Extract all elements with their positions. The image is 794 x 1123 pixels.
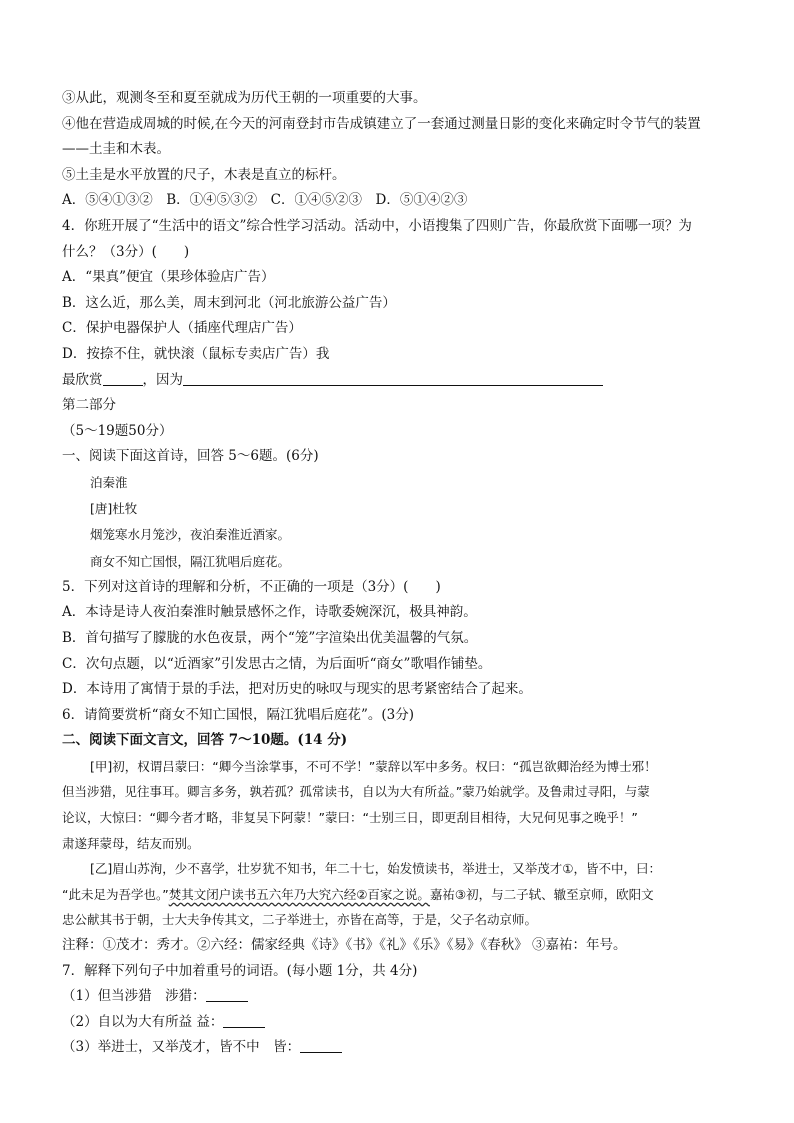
q3-options: A．⑤④①③② B．①④⑤③② C．①④⑤②③ D．⑤①④②③ bbox=[62, 192, 468, 209]
section1-heading: 一、阅读下面这首诗，回答 5～6题。(6分) bbox=[62, 448, 319, 465]
notes: 注释：①茂才：秀才。②六经：儒家经典《诗》《书》《礼》《乐》《易》《春秋》 ③嘉祐：年号。 bbox=[62, 937, 627, 954]
q5-stem: 5．下列对这首诗的理解和分析，不正确的一项是（3分）( ) bbox=[62, 578, 441, 595]
q5-option-d: D．本诗用了寓情于景的手法，把对历史的咏叹与现实的思考紧密结合了起来。 bbox=[62, 681, 532, 698]
passage-jia-line1: [甲]初，权谓吕蒙曰：“卿今当涂掌事，不可不学！”蒙辞以军中多务。权曰：“孤岂欲卿治经为博士邪！ bbox=[90, 758, 657, 774]
q4-answer-line bbox=[62, 368, 752, 394]
q6-stem: 6．请简要赏析“商女不知亡国恨，隔江犹唱后庭花”。(3分) bbox=[62, 706, 415, 723]
sentence-item-4: ④他在营造成周城的时候,在今天的河南登封市告成镇建立了一套通过测量日影的变化来确定时令节气的装置 bbox=[62, 115, 701, 132]
part2-range: （5～19题50分） bbox=[62, 422, 173, 439]
q7-item-2-text: （2）自以为大有所益 益： bbox=[62, 1013, 224, 1030]
q5-option-a: A．本诗是诗人夜泊秦淮时触景感怀之作，诗歌委婉深沉，极具神韵。 bbox=[62, 604, 477, 621]
passage-yi-line2-rest: 嘉祐③初，与二子轼、辙至京师，欧阳文 bbox=[429, 886, 654, 902]
q7-stem: 7．解释下列句子中加着重号的词语。(每小题 1分，共 4分) bbox=[62, 962, 418, 979]
q7-item-2 bbox=[62, 1010, 752, 1036]
passage-jia-line3: 论议，大惊曰：“卿今者才略，非复吴下阿蒙！”蒙曰：“士别三日，即更刮目相待，大兄何见事之晚乎！” bbox=[62, 810, 638, 826]
q7-item-3-blank[interactable] bbox=[300, 1038, 342, 1053]
sentence-item-4-cont: ——土圭和木表。 bbox=[62, 141, 170, 158]
q4-option-b: B．这么近，那么美，周末到河北（河北旅游公益广告） bbox=[62, 294, 396, 311]
q7-item-3 bbox=[62, 1035, 752, 1061]
q7-item-1 bbox=[62, 984, 752, 1010]
q4-option-c: C．保护电器保护人（插座代理店广告） bbox=[62, 320, 302, 337]
sentence-item-3: ③从此，观测冬至和夏至就成为历代王朝的一项重要的大事。 bbox=[62, 90, 427, 106]
q7-item-1-text: （1）但当涉猎 涉猎： bbox=[62, 988, 206, 1005]
q4-answer-blank-long[interactable] bbox=[183, 371, 603, 386]
q4-option-a: A．“果真”便宜（果珍体验店广告） bbox=[62, 269, 275, 286]
q5-option-c: C．次句点题，以“近酒家”引发思古之情，为后面听“商女”歌唱作铺垫。 bbox=[62, 655, 492, 672]
poem-line-2: 商女不知亡国恨，隔江犹唱后庭花。 bbox=[90, 553, 291, 569]
passage-yi-quote: “此未足为吾学也。” bbox=[62, 886, 169, 902]
poem-title: 泊秦淮 bbox=[90, 474, 128, 490]
passage-jia-line2: 但当涉猎，见往事耳。卿言多务，孰若孤？孤常读书，自以为大有所益。”蒙乃始就学。及鲁肃过寻阳，与蒙 bbox=[62, 784, 650, 800]
sentence-item-5: ⑤土圭是水平放置的尺子，木表是直立的标杆。 bbox=[62, 166, 346, 183]
q4-stem-line2: 什么？（3分）( ) bbox=[62, 243, 190, 260]
q4-option-d: D．按捺不住，就快滚（鼠标专卖店广告）我 bbox=[62, 345, 330, 362]
q4-answer-label-b: ，因为 bbox=[142, 371, 183, 388]
q4-answer-label-a: 最欣赏 bbox=[62, 371, 103, 388]
q7-item-1-blank[interactable] bbox=[206, 987, 248, 1002]
poem-author: [唐]杜牧 bbox=[90, 501, 138, 517]
section2-heading: 二、阅读下面文言文，回答 7～10题。(14 分) bbox=[62, 732, 348, 749]
q4-answer-blank-short[interactable] bbox=[103, 371, 143, 386]
passage-yi-wavy-sentence: 焚其文闭户读书五六年乃大究六经②百家之说。 bbox=[168, 886, 430, 902]
q4-stem-line1: 4．你班开展了“生活中的语文”综合性学习活动。活动中，小语搜集了四则广告，你最欣赏下面哪一项？为 bbox=[62, 217, 692, 234]
passage-yi-line1: [乙]眉山苏洵，少不喜学，壮岁犹不知书，年二十七，始发愤读书，举进士，又举茂才①，皆不中，曰： bbox=[90, 861, 661, 877]
poem-line-1: 烟笼寒水月笼沙，夜泊秦淮近酒家。 bbox=[90, 527, 291, 543]
q5-option-b: B．首句描写了朦胧的水色夜景，两个“笼”字渲染出优美温馨的气氛。 bbox=[62, 629, 478, 646]
passage-yi-line2 bbox=[62, 882, 752, 908]
q7-item-2-blank[interactable] bbox=[223, 1013, 265, 1028]
exam-page bbox=[62, 86, 752, 1061]
passage-yi-line3: 忠公献其书于朝，士大夫争传其文，二子举进士，亦皆在高等，于是，父子名动京师。 bbox=[62, 912, 538, 928]
passage-jia-line4: 肃遂拜蒙母，结友而别。 bbox=[62, 835, 200, 851]
part2-title: 第二部分 bbox=[62, 397, 116, 414]
q7-item-3-text: （3）举进士，又举茂才，皆不中 皆： bbox=[62, 1039, 301, 1056]
